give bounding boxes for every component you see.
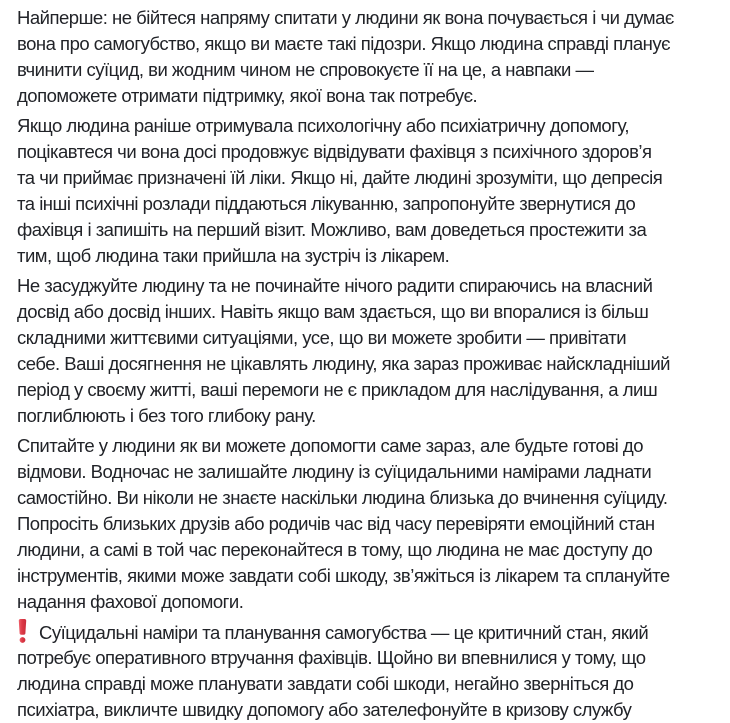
line-text: Якщо людина раніше отримувала психологічну або психіатричну допомогу,	[17, 115, 629, 136]
line-text: Не засуджуйте людину та не починайте нічого радити спираючись на власний	[17, 275, 653, 296]
line-text: потребує оперативного втручання фахівців. Щойно ви впевнилися у тому, що	[17, 647, 646, 668]
paragraph-line	[17, 243, 714, 269]
paragraph-line	[17, 165, 714, 191]
line-text: та чи приймає призначені їй ліки. Якщо ні, дайте людині зрозуміти, що депресія	[17, 167, 663, 188]
paragraph-line	[17, 217, 714, 243]
paragraph-line	[17, 31, 714, 57]
line-text: Найперше: не бійтеся напряму спитати у людини як вона почувається і чи думає	[17, 7, 674, 28]
paragraph-line	[17, 589, 714, 615]
red-exclamation-icon	[17, 619, 28, 643]
paragraph-line	[17, 325, 714, 351]
paragraph-line	[17, 671, 714, 697]
line-text: Спитайте у людини як ви можете допомогти саме зараз, але будьте готові до	[17, 435, 644, 456]
paragraph-line	[17, 139, 714, 165]
paragraph	[17, 433, 714, 615]
paragraph-line	[17, 57, 714, 83]
paragraph-line	[17, 403, 714, 429]
line-text: поцікавтеся чи вона досі продовжує відвідувати фахівця з психічного здоров’я	[17, 141, 652, 162]
line-text: досвід або досвід інших. Навіть якщо вам здається, що ви впоралися із більш	[17, 301, 649, 322]
paragraph-line	[17, 113, 714, 139]
paragraph-line	[17, 83, 714, 109]
paragraph-line	[17, 299, 714, 325]
paragraph-line	[17, 273, 714, 299]
paragraph-line	[17, 619, 714, 645]
paragraph-line	[17, 351, 714, 377]
paragraph-line	[17, 645, 714, 671]
paragraph	[17, 5, 714, 109]
paragraph-line	[17, 377, 714, 403]
paragraph-line	[17, 511, 714, 537]
paragraph-line	[17, 191, 714, 217]
line-text: відмови. Водночас не залишайте людину із суїцидальними намірами ладнати	[17, 461, 652, 482]
paragraph	[17, 273, 714, 429]
line-text: поглиблюють і без того глибоку рану.	[17, 405, 316, 426]
line-text: складними життєвими ситуаціями, усе, що ви можете зробити — привітати	[17, 327, 627, 348]
paragraph-line	[17, 563, 714, 589]
paragraph-line	[17, 537, 714, 563]
line-text: вона про самогубство, якщо ви маєте такі підозри. Якщо людина справді планує	[17, 33, 671, 54]
line-text: надання фахової допомоги.	[17, 591, 244, 612]
line-text: інструментів, якими може завдати собі шкоду, зв’яжіться із лікарем та сплануйте	[17, 565, 670, 586]
paragraph-line	[17, 5, 714, 31]
line-text: та інші психічні розлади піддаються лікуванню, запропонуйте звернутися до	[17, 193, 636, 214]
line-text: фахівця і запишіть на перший візит. Можливо, вам доведеться простежити за	[17, 219, 647, 240]
line-text: Суїцидальні наміри та планування самогубства — це критичний стан, який	[39, 622, 649, 643]
paragraph	[17, 113, 714, 269]
line-text: самостійно. Ви ніколи не знаєте наскільки людина близька до вчинення суїциду.	[17, 487, 668, 508]
line-text: психіатра, викличте швидку допомогу або зателефонуйте в кризову службу	[17, 699, 632, 720]
paragraph-line	[17, 697, 714, 723]
paragraph	[17, 619, 714, 723]
line-text: людини, а самі в той час переконайтеся в тому, що людина не має доступу до	[17, 539, 653, 560]
line-text: допоможете отримати підтримку, якої вона так потребує.	[17, 85, 478, 106]
line-text: вчинити суїцид, ви жодним чином не спровокуєте її на це, а навпаки —	[17, 59, 594, 80]
paragraph-line	[17, 459, 714, 485]
line-text: себе. Ваші досягнення не цікавлять людину, яка зараз проживає найскладніший	[17, 353, 670, 374]
line-text: тим, щоб людина таки прийшла на зустріч із лікарем.	[17, 245, 450, 266]
paragraph-line	[17, 485, 714, 511]
line-text: людина справді може планувати завдати собі шкоди, негайно зверніться до	[17, 673, 634, 694]
line-text: Попросіть близьких друзів або родичів час від часу перевіряти емоційний стан	[17, 513, 655, 534]
paragraph-line	[17, 433, 714, 459]
line-text: період у своєму житті, ваші перемоги не є прикладом для наслідування, а лиш	[17, 379, 658, 400]
